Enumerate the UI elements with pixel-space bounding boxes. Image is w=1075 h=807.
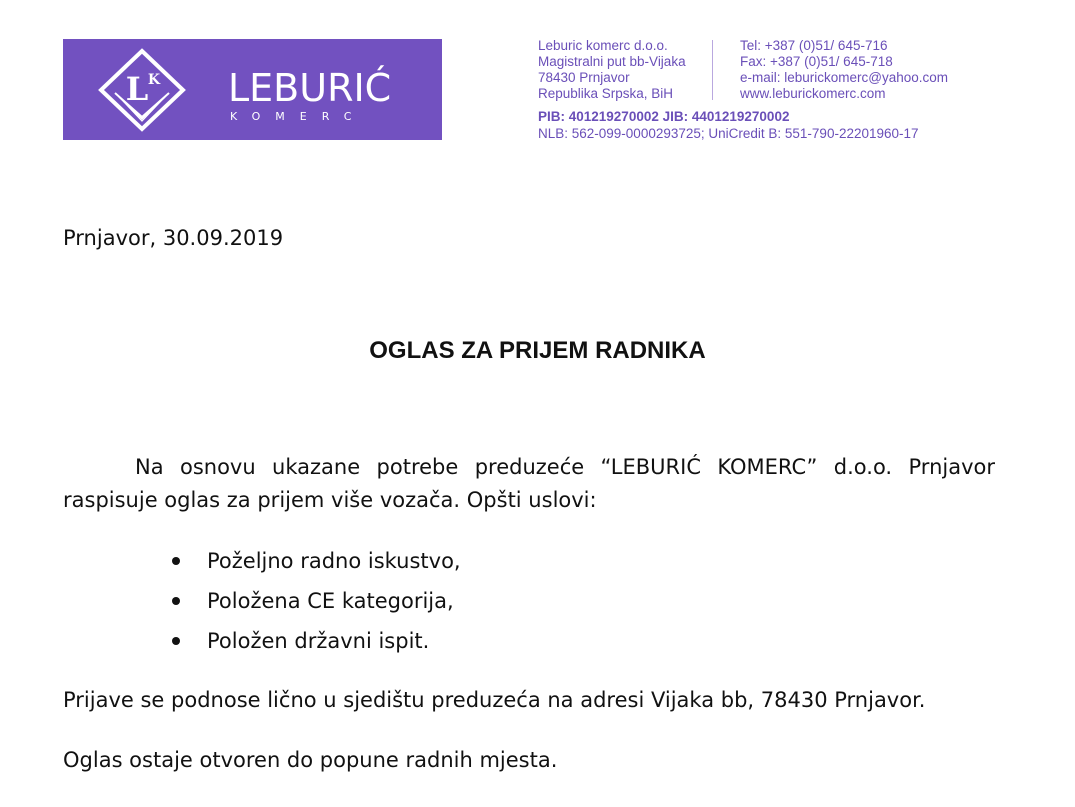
address-line: Magistralni put bb-Vijaka — [538, 54, 686, 69]
address-block — [538, 38, 686, 102]
website-line: www.leburickomerc.com — [740, 86, 886, 101]
address-line: 78430 Prnjavor — [538, 70, 630, 85]
place-date: Prnjavor, 30.09.2019 — [63, 226, 284, 250]
applications-paragraph: Prijave se podnose lično u sjedištu preduzeća na adresi Vijaka bb, 78430 Prnjavor. — [63, 688, 926, 712]
tax-ids: PIB: 401219270002 JIB: 4401219270002 — [538, 109, 790, 124]
list-item — [172, 627, 461, 667]
logo-monogram-k: K — [147, 72, 161, 88]
company-logo — [63, 39, 442, 140]
intro-paragraph: Na osnovu ukazane potrebe preduzeće “LEBURIĆ KOMERC” d.o.o. Prnjavor raspisuje oglas za prijem više vozača. Opšti uslovi: — [63, 455, 995, 512]
address-line: Republika Srpska, BiH — [538, 86, 674, 101]
fax-line: Fax: +387 (0)51/ 645-718 — [740, 54, 893, 69]
document-title: OGLAS ZA PRIJEM RADNIKA — [369, 337, 706, 364]
email-line: e-mail: leburickomerc@yahoo.com — [740, 70, 949, 85]
bullet-icon — [172, 557, 180, 565]
condition-text: Poželjno radno iskustvo, — [207, 549, 461, 573]
condition-text: Položena CE kategorija, — [207, 589, 454, 613]
logo-company-subtitle: KOMERC — [230, 110, 367, 123]
phone-line: Tel: +387 (0)51/ 645-716 — [740, 38, 888, 53]
bullet-icon — [172, 637, 180, 645]
header-divider — [712, 40, 713, 100]
list-item — [172, 547, 461, 587]
condition-text: Položen državni ispit. — [207, 629, 430, 653]
contact-block — [740, 38, 948, 102]
book-diamond-icon — [97, 47, 187, 133]
conditions-list — [172, 547, 461, 667]
bullet-icon — [172, 597, 180, 605]
list-item — [172, 587, 461, 627]
bank-accounts: NLB: 562-099-0000293725; UniCredit B: 551-790-22201960-17 — [538, 126, 919, 141]
logo-company-name: LEBURIĆ — [228, 66, 392, 110]
address-line: Leburic komerc d.o.o. — [538, 38, 668, 53]
closing-paragraph: Oglas ostaje otvoren do popune radnih mjesta. — [63, 748, 558, 772]
logo-monogram-l: L — [125, 70, 149, 108]
